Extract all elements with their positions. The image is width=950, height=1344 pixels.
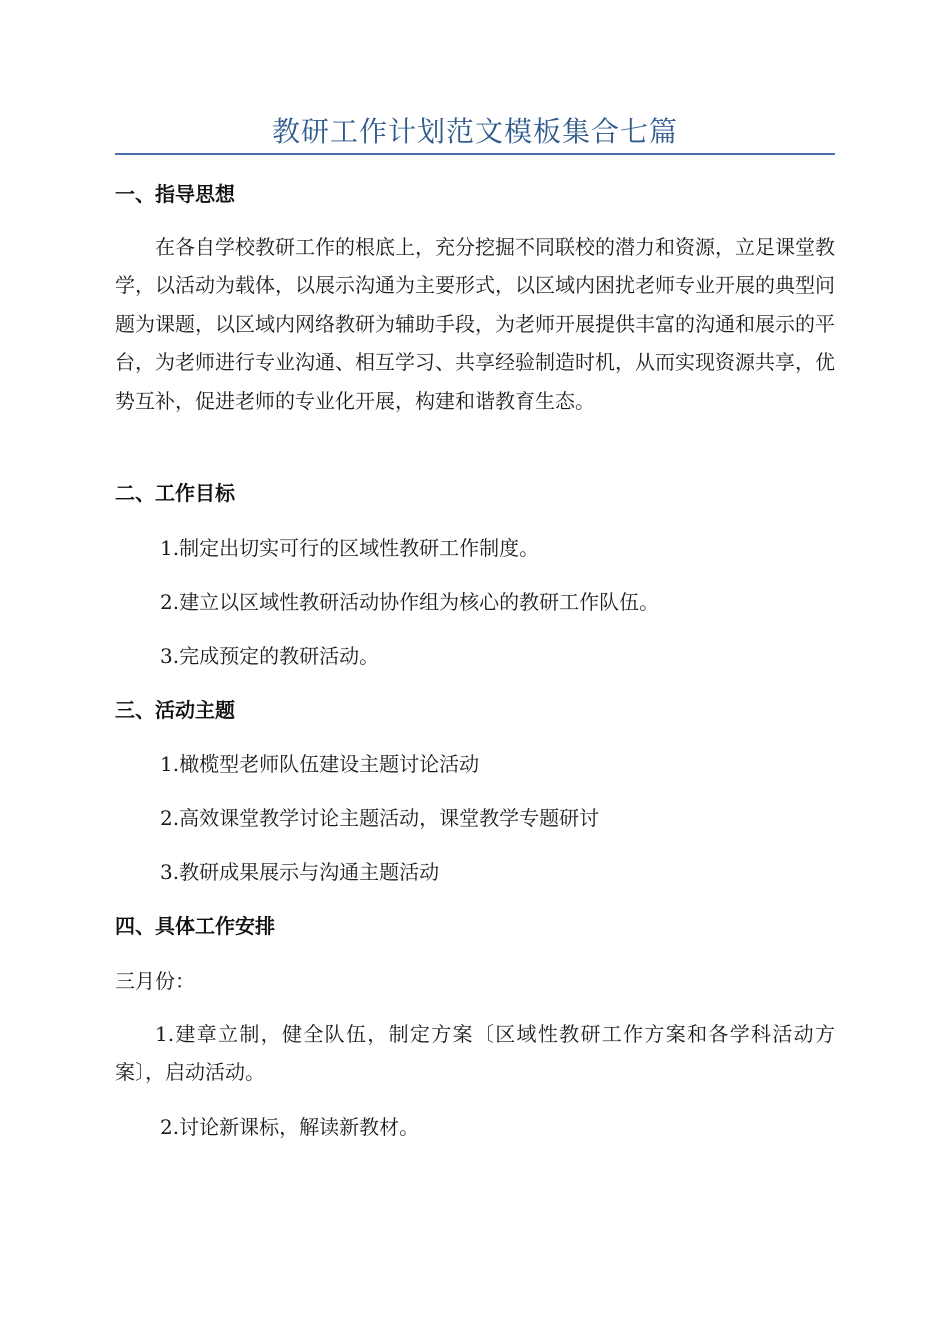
list-item: 1.制定出切实可行的区域性教研工作制度。: [160, 536, 540, 560]
list-item: 2.高效课堂教学讨论主题活动，课堂教学专题研讨: [160, 806, 600, 830]
section-heading-activity-themes: 三、活动主题: [115, 698, 235, 722]
section-heading-guiding-ideology: 一、指导思想: [115, 182, 235, 206]
document-title: 教研工作计划范文模板集合七篇: [271, 115, 678, 148]
month-label: 三月份：: [115, 969, 195, 993]
list-item: 3.教研成果展示与沟通主题活动: [160, 860, 440, 884]
title-underline: [115, 153, 835, 155]
list-item: 1.建章立制，健全队伍，制定方案〔区域性教研工作方案和各学科活动方案〕，启动活动。: [115, 1022, 835, 1085]
section-paragraph-guiding-ideology: 在各自学校教研工作的根底上，充分挖掘不同联校的潜力和资源，立足课堂教学，以活动为载体，以展示沟通为主要形式，以区域内困扰老师专业开展的典型问题为课题，以区域内网络教研为辅助手段，为老师开展提供丰富的沟通和展示的平台，为老师进行专业沟通、相互学习、共享经验制造时机，从而实现资源共享，优势互补，促进老师的专业化开展，构建和谐教育生态。: [115, 235, 835, 413]
list-item: 2.建立以区域性教研活动协作组为核心的教研工作队伍。: [160, 590, 660, 614]
list-item: 1.橄榄型老师队伍建设主题讨论活动: [160, 752, 480, 776]
list-item: 3.完成预定的教研活动。: [160, 644, 380, 668]
section-heading-work-arrangement: 四、具体工作安排: [115, 914, 275, 938]
section-heading-work-goals: 二、工作目标: [115, 481, 235, 505]
list-item: 2.讨论新课标，解读新教材。: [160, 1115, 420, 1139]
